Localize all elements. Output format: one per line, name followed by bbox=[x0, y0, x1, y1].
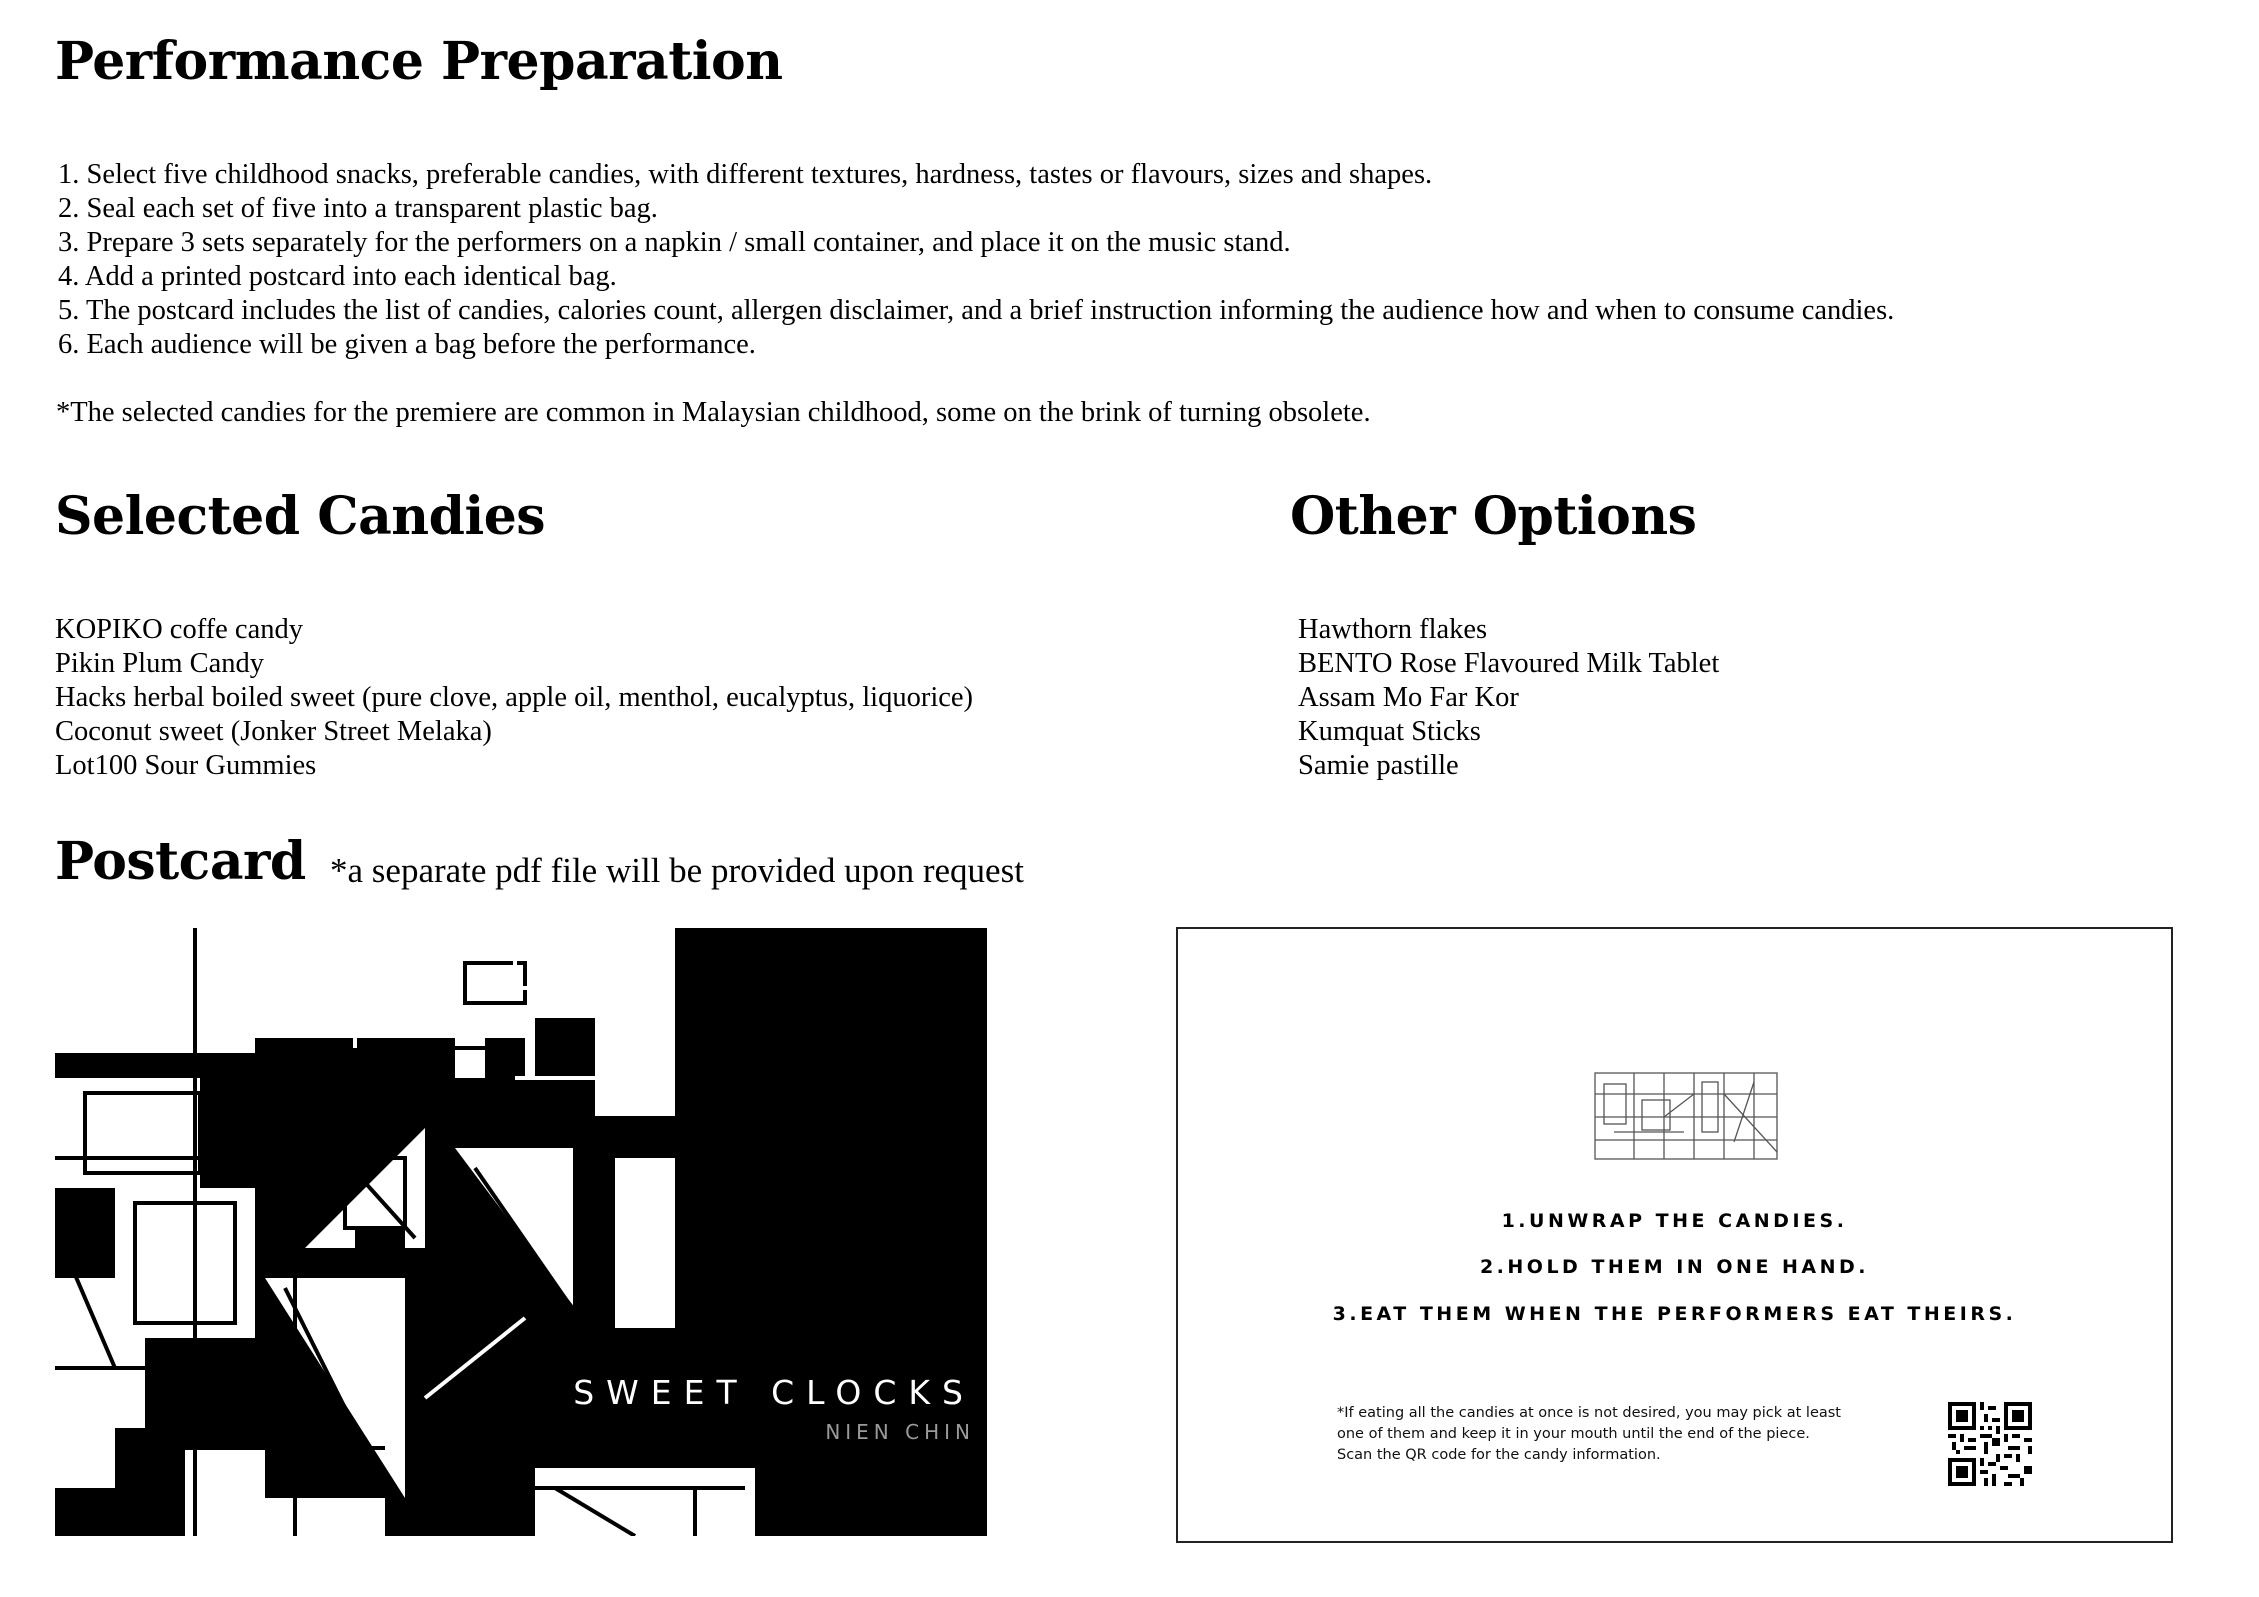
preparation-heading: Performance Preparation bbox=[55, 31, 783, 92]
preparation-step: 5. The postcard includes the list of candies, calories count, allergen disclaimer, and a brief instruction informing the audience how and when to consume candies. bbox=[58, 295, 1895, 326]
postcard-front bbox=[55, 928, 987, 1536]
option-item: Assam Mo Far Kor bbox=[1298, 682, 1519, 713]
postcard-heading: Postcard bbox=[55, 831, 306, 892]
option-item: Hawthorn flakes bbox=[1298, 614, 1488, 645]
preparation-step: 6. Each audience will be given a bag before the performance. bbox=[58, 329, 756, 360]
instruction-step: 1.UNWRAP THE CANDIES. bbox=[1501, 1210, 1848, 1232]
option-item: BENTO Rose Flavoured Milk Tablet bbox=[1298, 648, 1720, 679]
postcard-back bbox=[1176, 927, 2173, 1543]
other-options-list bbox=[1298, 613, 1719, 783]
selected-candies-list bbox=[55, 613, 973, 783]
postcard-disclaimer bbox=[1337, 1403, 1917, 1466]
disclaimer-line: one of them and keep it in your mouth until the end of the piece. bbox=[1337, 1426, 1810, 1442]
candy-item: Pikin Plum Candy bbox=[55, 648, 265, 679]
postcard-subtitle: *a separate pdf file will be provided upon request bbox=[330, 851, 1024, 890]
candy-item: KOPIKO coffe candy bbox=[55, 614, 303, 645]
candy-item: Coconut sweet (Jonker Street Melaka) bbox=[55, 716, 492, 747]
disclaimer-line: Scan the QR code for the candy information. bbox=[1337, 1447, 1661, 1463]
postcard-front-title: SWEET CLOCKS bbox=[573, 1373, 975, 1412]
preparation-step: 4. Add a printed postcard into each identical bag. bbox=[58, 261, 617, 292]
candy-item: Lot100 Sour Gummies bbox=[55, 750, 317, 781]
candy-item: Hacks herbal boiled sweet (pure clove, apple oil, menthol, eucalyptus, liquorice) bbox=[55, 682, 974, 713]
selected-candies-heading: Selected Candies bbox=[55, 486, 546, 547]
qr-code-icon bbox=[1948, 1402, 2032, 1486]
preparation-steps bbox=[58, 158, 1894, 362]
preparation-step: 3. Prepare 3 sets separately for the performers on a napkin / small container, and place it on the music stand. bbox=[58, 227, 1291, 258]
disclaimer-line: *If eating all the candies at once is not desired, you may pick at least bbox=[1337, 1405, 1841, 1421]
option-item: Kumquat Sticks bbox=[1298, 716, 1481, 747]
preparation-note: *The selected candies for the premiere are common in Malaysian childhood, some on the brink of turning obsolete. bbox=[56, 397, 1371, 428]
option-item: Samie pastille bbox=[1298, 750, 1459, 781]
other-options-heading: Other Options bbox=[1290, 486, 1697, 547]
instruction-step: 2.HOLD THEM IN ONE HAND. bbox=[1479, 1256, 1870, 1278]
instruction-step: 3.EAT THEM WHEN THE PERFORMERS EAT THEIRS. bbox=[1332, 1303, 2017, 1325]
geometric-logo-icon bbox=[1594, 1072, 1778, 1160]
preparation-step: 1. Select five childhood snacks, preferable candies, with different textures, hardness, tastes or flavours, sizes and shapes. bbox=[58, 159, 1433, 190]
preparation-step: 2. Seal each set of five into a transparent plastic bag. bbox=[58, 193, 658, 224]
geometric-pattern-icon bbox=[55, 928, 987, 1536]
postcard-front-author: NIEN CHIN bbox=[825, 1420, 975, 1444]
